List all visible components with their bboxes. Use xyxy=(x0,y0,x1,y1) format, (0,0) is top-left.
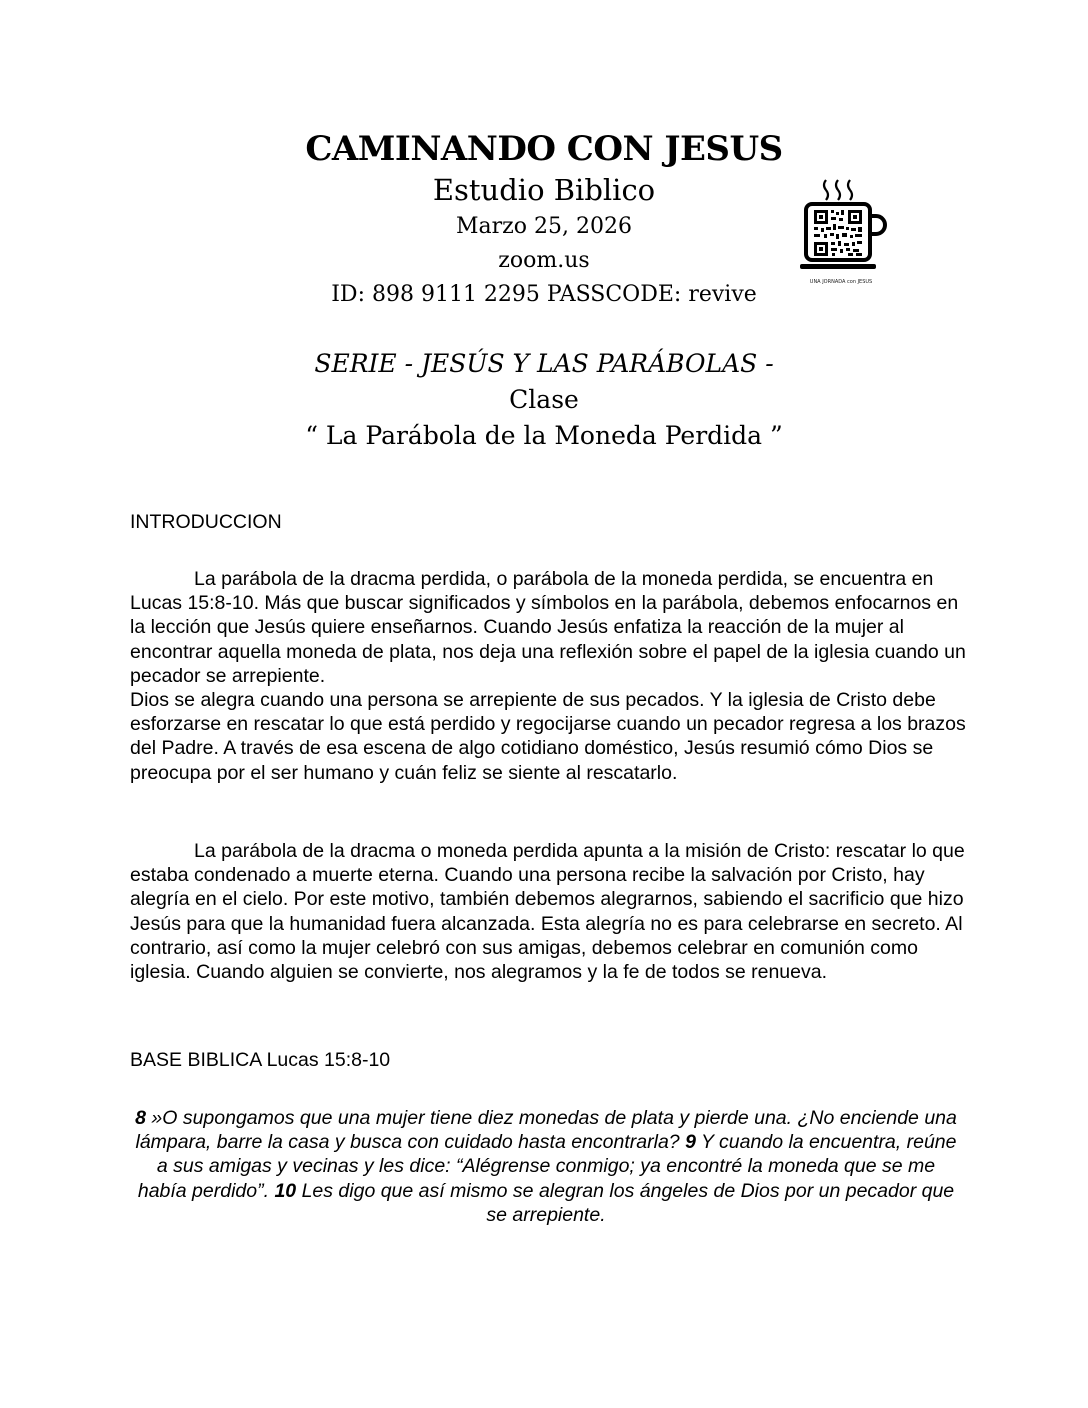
page-subtitle: Estudio Biblico xyxy=(432,173,656,207)
intro-paragraph-1: La parábola de la dracma perdida, o parábola de la moneda perdida, se encuentra en Lucas 15:8-10. Más que buscar significados y símbolos en la parábola, debemos enfocarnos en la lección que Jesús quiere enseñarnos. Cuando Jesús enfatiza la reacción de la mujer al encontrar aquella moneda de plata, nos deja una reflexión sobre el papel de la iglesia cuando un pecador se arrepiente. xyxy=(130,568,966,687)
page-title: CAMINANDO CON JESUS xyxy=(305,129,783,169)
verse-number-8: 8 xyxy=(135,1107,146,1129)
verse-text-9: Y cuando la encuentra, reúne a sus amigas y vecinas y les dice: “Alégrense conmigo; ya encontré la moneda que se me había perdido”. xyxy=(137,1131,957,1202)
verse-text-10: Les digo que así mismo se alegran los ángeles de Dios por un pecador que se arrepiente. xyxy=(296,1179,955,1226)
intro-heading: INTRODUCCION xyxy=(130,511,282,533)
intro-text xyxy=(130,567,970,785)
study-date: Marzo 25, 2026 xyxy=(456,214,632,239)
verse-text-8: »O supongamos que una mujer tiene diez monedas de plata y pierde una. ¿No enciende una lámpara, barre la casa y busca con cuidado hasta encontrarla? xyxy=(135,1107,957,1154)
class-label: Clase xyxy=(509,385,579,414)
series-title: SERIE - JESÚS Y LAS PARÁBOLAS - xyxy=(314,349,774,378)
intro-text-2 xyxy=(130,839,970,984)
meeting-platform: zoom.us xyxy=(498,248,590,273)
verse-number-10: 10 xyxy=(274,1179,297,1202)
logo-caption: UNA JORNADA con JESUS xyxy=(809,279,873,285)
meeting-credentials: ID: 898 9111 2295 PASSCODE: revive xyxy=(331,282,757,307)
document-header xyxy=(0,128,1088,312)
lesson-title: “ La Parábola de la Moneda Perdida ” xyxy=(305,421,783,450)
intro-paragraph-3: La parábola de la dracma o moneda perdida apunta a la misión de Cristo: rescatar lo que estaba condenado a muerte eterna. Cuando una persona recibe la salvación por Cristo, hay alegría en el cielo. Por este motivo, también debemos alegrarnos, sabiendo el sacrificio que hizo Jesús para que la humanidad fuera alcanzada. Esta alegría no es para celebrarse en secreto. Al contrario, así como la mujer celebró con sus amigas, debemos celebrar en comunión como iglesia. Cuando alguien se convierte, nos alegramos y la fe de todos se renueva. xyxy=(130,840,965,984)
verse-number-9: 9 xyxy=(685,1131,696,1154)
base-heading: BASE BIBLICA Lucas 15:8-10 xyxy=(130,1049,391,1071)
coffee-mug-qr-icon xyxy=(796,176,888,286)
intro-paragraph-2: Dios se alegra cuando una persona se arrepiente de sus pecados. Y la iglesia de Cristo debe esforzarse en rescatar lo que está perdido y regocijarse cuando un pecador regresa a los brazos del Padre. A través de esa escena de algo cotidiano doméstico, Jesús resumió cómo Dios se preocupa por el ser humano y cuán feliz se siente al rescatarlo. xyxy=(130,689,966,784)
series-block xyxy=(0,346,1088,454)
scripture-quote xyxy=(130,1106,962,1227)
